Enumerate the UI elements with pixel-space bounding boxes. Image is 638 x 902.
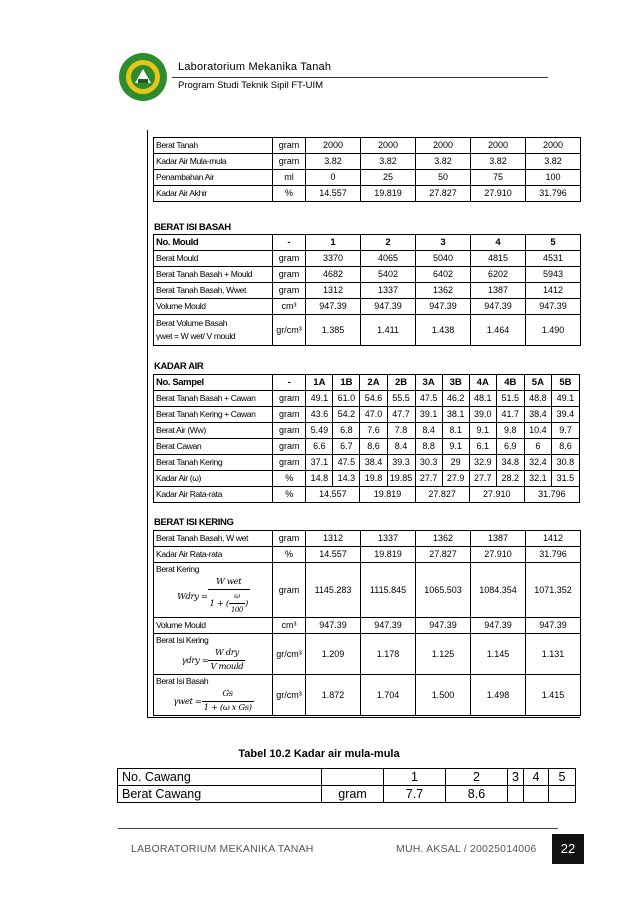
- value-cell: 54.2: [333, 407, 360, 423]
- section-title-wet-density: BERAT ISI BASAH: [154, 222, 231, 233]
- value-cell: 1.411: [361, 315, 416, 346]
- value-cell: 2000: [416, 138, 471, 154]
- table-row: [154, 423, 580, 439]
- wet-density-table: [153, 234, 581, 346]
- row-label: Kadar Air (ω): [154, 471, 273, 487]
- value-cell: 41.7: [496, 407, 524, 423]
- value-cell: 1.131: [526, 634, 581, 675]
- value-cell: 947.39: [526, 618, 581, 634]
- value-cell: 2A: [360, 375, 387, 391]
- table-row: [154, 267, 581, 283]
- value-cell: 48.8: [524, 391, 551, 407]
- value-cell: 8.4: [387, 439, 415, 455]
- row-unit: gr/cm³: [273, 634, 306, 675]
- table-row: [154, 138, 581, 154]
- value-cell: 14.8: [306, 471, 333, 487]
- value-cell: 4: [523, 769, 548, 786]
- table-row: [154, 407, 580, 423]
- value-cell: 1312: [306, 283, 361, 299]
- value-cell: 7.8: [387, 423, 415, 439]
- row-unit: gram: [273, 407, 306, 423]
- value-cell: 34.8: [496, 455, 524, 471]
- formula: [156, 647, 271, 674]
- denominator-suffix: ): [244, 599, 248, 609]
- value-cell: 6.1: [469, 439, 496, 455]
- value-cell: 27.827: [415, 487, 469, 503]
- row-label: Volume Mould: [154, 618, 273, 634]
- numerator: W dry: [208, 647, 245, 661]
- value-cell: 1387: [471, 283, 526, 299]
- value-cell: 2000: [526, 138, 581, 154]
- value-cell: 5040: [416, 251, 471, 267]
- fraction: [202, 688, 254, 715]
- value-cell: 6: [524, 439, 551, 455]
- row-label: Penambahan Air: [154, 170, 273, 186]
- inner-numerator: ω: [229, 590, 245, 604]
- row-label: Berat Tanah Basah, Wwet: [154, 283, 273, 299]
- row-unit: %: [273, 471, 306, 487]
- value-cell: 37.1: [306, 455, 333, 471]
- row-unit: %: [273, 487, 306, 503]
- section-title-dry-density: BERAT ISI KERING: [154, 517, 234, 528]
- value-cell: 1312: [306, 531, 361, 547]
- table-row: [154, 618, 581, 634]
- value-cell: 19.8: [360, 471, 387, 487]
- value-cell: 39.1: [415, 407, 442, 423]
- table-row: [118, 786, 576, 803]
- value-cell: 38.1: [442, 407, 469, 423]
- value-cell: 4B: [496, 375, 524, 391]
- value-cell: 6202: [471, 267, 526, 283]
- numerator: W wet: [208, 576, 250, 590]
- row-unit: gram: [273, 455, 306, 471]
- value-cell: 3: [508, 769, 524, 786]
- value-cell: 30.3: [415, 455, 442, 471]
- value-cell: 27.7: [415, 471, 442, 487]
- value-cell: 51.5: [496, 391, 524, 407]
- value-cell: 1.500: [416, 675, 471, 716]
- value-cell: 2000: [471, 138, 526, 154]
- dry-density-table: [153, 530, 581, 716]
- value-cell: 47.0: [360, 407, 387, 423]
- water-addition-table: [153, 137, 581, 202]
- row-label: [154, 675, 273, 716]
- value-cell: 1362: [416, 283, 471, 299]
- row-unit: %: [273, 186, 306, 202]
- value-cell: 25: [361, 170, 416, 186]
- value-cell: 4815: [471, 251, 526, 267]
- value-cell: 5.49: [306, 423, 333, 439]
- value-cell: 4: [471, 235, 526, 251]
- table-row: [154, 170, 581, 186]
- value-cell: 3370: [306, 251, 361, 267]
- value-cell: 48.1: [469, 391, 496, 407]
- value-cell: 8.6: [446, 786, 508, 803]
- row-label: Berat Tanah Kering + Cawan: [154, 407, 273, 423]
- value-cell: 947.39: [416, 299, 471, 315]
- value-cell: 75: [471, 170, 526, 186]
- footer-rule: [118, 828, 558, 829]
- value-cell: 1.704: [361, 675, 416, 716]
- value-cell: 27.910: [471, 547, 526, 563]
- row-label: Berat Mould: [154, 251, 273, 267]
- value-cell: 39.0: [469, 407, 496, 423]
- value-cell: 2000: [306, 138, 361, 154]
- average-row: [154, 487, 580, 503]
- value-cell: 50: [416, 170, 471, 186]
- value-cell: 1387: [471, 531, 526, 547]
- value-cell: 1065.503: [416, 563, 471, 618]
- value-cell: 4531: [526, 251, 581, 267]
- formula-row: [154, 634, 581, 675]
- header-program: Program Studi Teknik Sipil FT-UIM: [178, 80, 324, 91]
- value-cell: 947.39: [306, 618, 361, 634]
- value-cell: 4A: [469, 375, 496, 391]
- table-row: [118, 769, 576, 786]
- value-cell: 9.1: [442, 439, 469, 455]
- row-unit: gr/cm³: [273, 675, 306, 716]
- value-cell: 1084.354: [471, 563, 526, 618]
- value-cell: 1.498: [471, 675, 526, 716]
- value-cell: 5A: [524, 375, 551, 391]
- value-cell: 1.872: [306, 675, 361, 716]
- value-cell: [508, 786, 524, 803]
- formula-row: [154, 563, 581, 618]
- value-cell: 14.557: [306, 186, 361, 202]
- value-cell: 27.7: [469, 471, 496, 487]
- value-cell: 1337: [361, 531, 416, 547]
- value-cell: 100: [526, 170, 581, 186]
- value-cell: 19.819: [360, 487, 415, 503]
- value-cell: 1: [384, 769, 446, 786]
- value-cell: 6.8: [333, 423, 360, 439]
- row-unit: gram: [322, 786, 384, 803]
- value-cell: 1B: [333, 375, 360, 391]
- value-cell: 947.39: [361, 299, 416, 315]
- value-cell: 6402: [416, 267, 471, 283]
- value-cell: 27.827: [416, 547, 471, 563]
- row-unit: gr/cm³: [273, 315, 306, 346]
- value-cell: 9.1: [469, 423, 496, 439]
- value-cell: 947.39: [471, 618, 526, 634]
- value-cell: 27.910: [469, 487, 524, 503]
- table-caption: Tabel 10.2 Kadar air mula-mula: [238, 748, 400, 760]
- value-cell: 1362: [416, 531, 471, 547]
- formula-label: Berat Isi Basah: [156, 676, 209, 686]
- row-unit: %: [273, 547, 306, 563]
- header-lab-name: Laboratorium Mekanika Tanah: [178, 61, 332, 73]
- value-cell: 6.7: [333, 439, 360, 455]
- row-unit: gram: [273, 531, 306, 547]
- formula-lhs: γwet =: [173, 696, 202, 707]
- value-cell: 61.0: [333, 391, 360, 407]
- value-cell: 19.85: [387, 471, 415, 487]
- value-cell: 3: [416, 235, 471, 251]
- value-cell: 9.8: [496, 423, 524, 439]
- value-cell: 947.39: [471, 299, 526, 315]
- table-row: [154, 531, 581, 547]
- value-cell: 2000: [361, 138, 416, 154]
- value-cell: 947.39: [306, 299, 361, 315]
- value-cell: 32.4: [524, 455, 551, 471]
- table-row: [154, 391, 580, 407]
- value-cell: 38.4: [524, 407, 551, 423]
- row-unit: cm³: [273, 299, 306, 315]
- value-cell: 1.438: [416, 315, 471, 346]
- value-cell: 46.2: [442, 391, 469, 407]
- formula: [156, 688, 271, 715]
- numerator: Gs: [202, 688, 254, 702]
- value-cell: 4065: [361, 251, 416, 267]
- row-label: Berat Cawang: [118, 786, 322, 803]
- value-cell: 3.82: [361, 154, 416, 170]
- value-cell: 1.178: [361, 634, 416, 675]
- value-cell: 3.82: [526, 154, 581, 170]
- value-cell: 39.3: [387, 455, 415, 471]
- row-label: Berat Tanah Basah + Mould: [154, 267, 273, 283]
- value-cell: 3A: [415, 375, 442, 391]
- value-cell: 0: [306, 170, 361, 186]
- row-unit: cm³: [273, 618, 306, 634]
- value-cell: 49.1: [306, 391, 333, 407]
- table-row: [154, 471, 580, 487]
- value-cell: 3.82: [416, 154, 471, 170]
- value-cell: 9.7: [551, 423, 579, 439]
- value-cell: 8.1: [442, 423, 469, 439]
- denominator-prefix: 1 + (: [209, 599, 229, 609]
- value-cell: 8.6: [551, 439, 579, 455]
- value-cell: 14.557: [306, 487, 360, 503]
- formula-label: Berat Isi Kering: [156, 635, 209, 645]
- value-cell: 3.82: [471, 154, 526, 170]
- row-unit: -: [273, 235, 306, 251]
- table-row: [154, 283, 581, 299]
- inner-denominator: 100: [230, 606, 243, 614]
- formula-lhs: γdry =: [181, 655, 209, 666]
- value-cell: 47.5: [415, 391, 442, 407]
- value-cell: 14.557: [306, 547, 361, 563]
- value-cell: 1412: [526, 283, 581, 299]
- value-cell: 1.145: [471, 634, 526, 675]
- value-cell: 8.4: [415, 423, 442, 439]
- value-cell: 1A: [306, 375, 333, 391]
- label-formula: γwet = W wet/ V mould: [156, 331, 236, 341]
- row-unit: gram: [273, 439, 306, 455]
- value-cell: 3B: [442, 375, 469, 391]
- row-label: Berat Air (Ww): [154, 423, 273, 439]
- value-cell: 1.385: [306, 315, 361, 346]
- table-row: [154, 154, 581, 170]
- label-line: Berat Volume Basah: [156, 318, 228, 328]
- fraction: [208, 576, 250, 617]
- table-row: [154, 455, 580, 471]
- value-cell: 947.39: [361, 618, 416, 634]
- value-cell: 10.4: [524, 423, 551, 439]
- row-unit: gram: [273, 154, 306, 170]
- value-cell: 38.4: [360, 455, 387, 471]
- table-row: [154, 251, 581, 267]
- value-cell: 6.6: [306, 439, 333, 455]
- value-cell: 5: [526, 235, 581, 251]
- value-cell: 1.415: [526, 675, 581, 716]
- value-cell: 54.6: [360, 391, 387, 407]
- row-unit: gram: [273, 391, 306, 407]
- value-cell: 27.9: [442, 471, 469, 487]
- header-row: [154, 375, 580, 391]
- table-row: [154, 315, 581, 346]
- row-label: Kadar Air Rata-rata: [154, 487, 273, 503]
- value-cell: 39.4: [551, 407, 579, 423]
- header-row: [154, 235, 581, 251]
- value-cell: 47.7: [387, 407, 415, 423]
- inner-fraction: [229, 590, 245, 617]
- value-cell: 31.796: [526, 547, 581, 563]
- footer-author: MUH. AKSAL / 20025014006: [396, 843, 537, 855]
- footer-lab-name: LABORATORIUM MEKANIKA TANAH: [131, 843, 314, 855]
- value-cell: 47.5: [333, 455, 360, 471]
- value-cell: 5B: [551, 375, 579, 391]
- row-unit: gram: [273, 251, 306, 267]
- value-cell: 43.6: [306, 407, 333, 423]
- initial-water-table: [117, 768, 576, 803]
- university-logo: [118, 52, 168, 102]
- row-label: No. Cawang: [118, 769, 322, 786]
- table-row: [154, 439, 580, 455]
- value-cell: 1412: [526, 531, 581, 547]
- header-rule: [172, 77, 548, 78]
- row-unit: gram: [273, 283, 306, 299]
- table-row: [154, 299, 581, 315]
- row-label: [154, 315, 273, 346]
- value-cell: 2: [361, 235, 416, 251]
- row-unit: ml: [273, 170, 306, 186]
- value-cell: [523, 786, 548, 803]
- value-cell: 30.8: [551, 455, 579, 471]
- row-label: Kadar Air Rata-rata: [154, 547, 273, 563]
- row-label: Kadar Air Akhir: [154, 186, 273, 202]
- row-label: Berat Cawan: [154, 439, 273, 455]
- value-cell: 1.125: [416, 634, 471, 675]
- water-content-table: [153, 374, 580, 503]
- denominator: 1 + (ω x Gs): [203, 703, 252, 713]
- row-label: Kadar Air Mula-mula: [154, 154, 273, 170]
- row-label: Berat Tanah: [154, 138, 273, 154]
- value-cell: 6.9: [496, 439, 524, 455]
- value-cell: 1: [306, 235, 361, 251]
- value-cell: 1.209: [306, 634, 361, 675]
- fraction: [208, 647, 245, 674]
- value-cell: 31.796: [526, 186, 581, 202]
- value-cell: 32.9: [469, 455, 496, 471]
- row-unit: gram: [273, 563, 306, 618]
- value-cell: 27.827: [416, 186, 471, 202]
- table-row: [154, 547, 581, 563]
- denominator: [208, 590, 250, 617]
- page-number: 22: [552, 834, 584, 864]
- value-cell: 947.39: [526, 299, 581, 315]
- row-unit: gram: [273, 267, 306, 283]
- value-cell: 19.819: [361, 186, 416, 202]
- value-cell: 28.2: [496, 471, 524, 487]
- row-label: Berat Tanah Kering: [154, 455, 273, 471]
- value-cell: 32.1: [524, 471, 551, 487]
- formula: [156, 576, 271, 617]
- row-unit: gram: [273, 138, 306, 154]
- value-cell: 8.8: [415, 439, 442, 455]
- formula-lhs: Wdry =: [177, 591, 208, 602]
- value-cell: 27.910: [471, 186, 526, 202]
- value-cell: 2B: [387, 375, 415, 391]
- value-cell: 7.6: [360, 423, 387, 439]
- value-cell: 19.819: [361, 547, 416, 563]
- value-cell: 14.3: [333, 471, 360, 487]
- value-cell: [548, 786, 575, 803]
- row-label: [154, 563, 273, 618]
- row-label: No. Mould: [154, 235, 273, 251]
- row-label: Berat Tanah Basah, W wet: [154, 531, 273, 547]
- value-cell: 1.464: [471, 315, 526, 346]
- value-cell: 5402: [361, 267, 416, 283]
- value-cell: 49.1: [551, 391, 579, 407]
- value-cell: 3.82: [306, 154, 361, 170]
- row-label: Volume Mould: [154, 299, 273, 315]
- value-cell: 4682: [306, 267, 361, 283]
- row-unit: -: [273, 375, 306, 391]
- formula-label: Berat Kering: [156, 564, 199, 574]
- row-unit: gram: [273, 423, 306, 439]
- table-row: [154, 186, 581, 202]
- value-cell: 55.5: [387, 391, 415, 407]
- value-cell: 947.39: [416, 618, 471, 634]
- row-unit: [322, 769, 384, 786]
- value-cell: 5: [548, 769, 575, 786]
- value-cell: 29: [442, 455, 469, 471]
- value-cell: 7.7: [384, 786, 446, 803]
- value-cell: 31.796: [524, 487, 579, 503]
- value-cell: 1071.352: [526, 563, 581, 618]
- value-cell: 1.490: [526, 315, 581, 346]
- value-cell: 1115.845: [361, 563, 416, 618]
- value-cell: 31.5: [551, 471, 579, 487]
- value-cell: 8.6: [360, 439, 387, 455]
- row-label: No. Sampel: [154, 375, 273, 391]
- value-cell: 1145.283: [306, 563, 361, 618]
- section-title-water-content: KADAR AIR: [154, 361, 204, 372]
- row-label: Berat Tanah Basah + Cawan: [154, 391, 273, 407]
- row-label: [154, 634, 273, 675]
- formula-row: [154, 675, 581, 716]
- denominator: V mould: [210, 662, 244, 672]
- value-cell: 2: [446, 769, 508, 786]
- value-cell: 1337: [361, 283, 416, 299]
- value-cell: 5943: [526, 267, 581, 283]
